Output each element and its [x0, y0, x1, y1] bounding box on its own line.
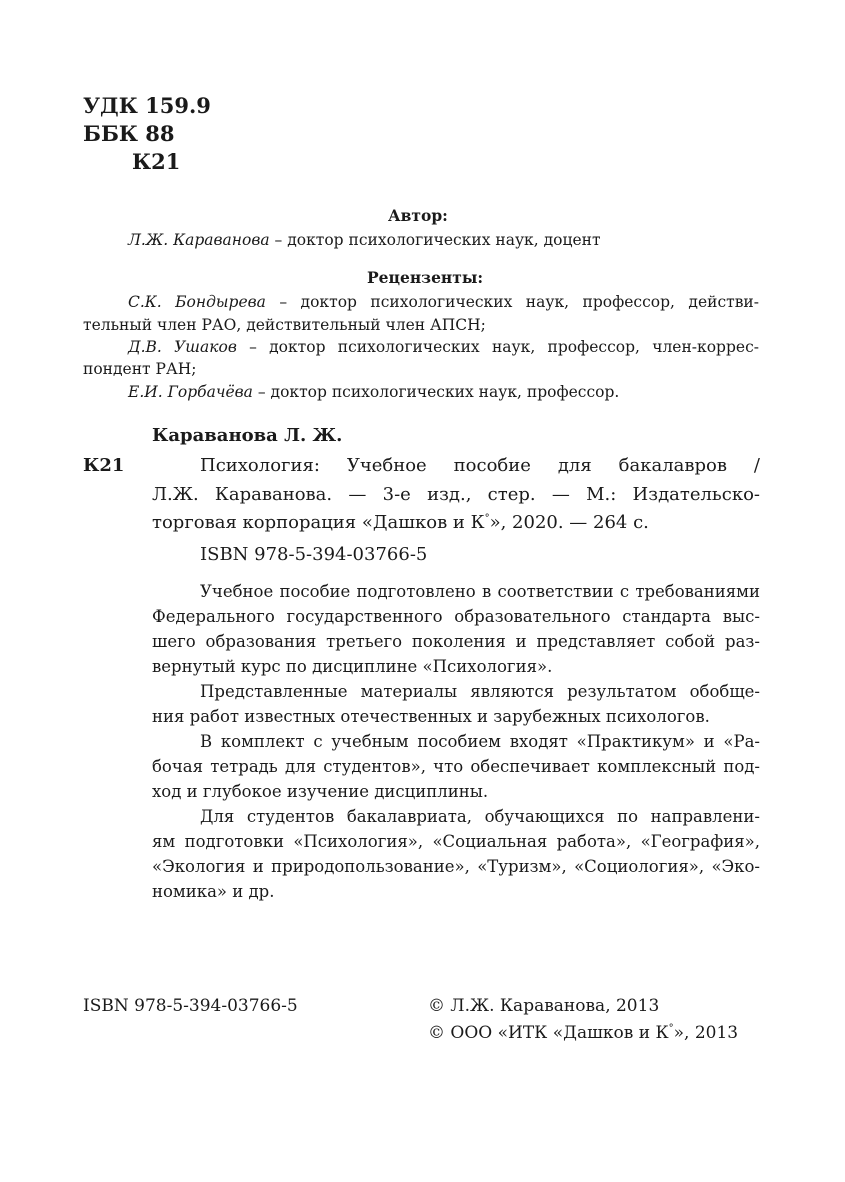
reviewer-2-line1 [128, 336, 759, 358]
annotation-line: номика» и др. [152, 882, 275, 901]
annotation-line: ход и глубокое изучение дисциплины. [152, 782, 489, 801]
reviewer-3-name: Е.И. Горбачёва [128, 383, 253, 401]
annotation-line: Учебное пособие подготовлено в соответствии с требованиями [200, 582, 760, 601]
annotation-line: «Экология и природопользование», «Туризм», «Социология», «Эко- [152, 857, 760, 876]
copyright-publisher-degree: ° [668, 1023, 674, 1034]
catalog-line2: Л.Ж. Караванова. — 3-е изд., стер. — М.: Издательско- [152, 484, 760, 505]
author-name: Л.Ж. Караванова [128, 231, 270, 249]
reviewer-2-name: Д.В. Ушаков [128, 338, 237, 356]
reviewer-3-text: – доктор психологических наук, профессор. [252, 383, 620, 401]
catalog-author-heading: Караванова Л. Ж. [152, 425, 343, 446]
catalog-isbn: ISBN 978-5-394-03766-5 [200, 544, 428, 565]
reviewer-2-line2: пондент РАН; [83, 360, 197, 378]
annotation-line: ям подготовки «Психология», «Социальная работа», «География», [152, 832, 760, 851]
catalog-line3-degree: ° [484, 513, 490, 524]
catalog-line3-text: торговая корпорация «Дашков и К [152, 512, 485, 533]
footer-isbn: ISBN 978-5-394-03766-5 [83, 996, 298, 1016]
udk-code: УДК 159.9 [83, 93, 211, 118]
catalog-mark: К21 [83, 455, 125, 476]
reviewers-heading: Рецензенты: [367, 268, 484, 287]
reviewer-3-line1 [128, 381, 619, 403]
reviewer-2-text: – доктор психологических наук, профессор, член-коррес- [236, 338, 759, 356]
reviewer-1-line1 [128, 291, 759, 313]
annotation-line: Для студентов бакалавриата, обучающихся по направлени- [200, 807, 760, 826]
copyright-publisher-text: © ООО «ИТК «Дашков и К [428, 1023, 669, 1043]
author-mark: К21 [132, 149, 181, 174]
catalog-line3-end: », 2020. — 264 с. [489, 512, 649, 533]
annotation-line: Представленные материалы являются результатом обобще- [200, 682, 760, 701]
copyright-publisher-year: », 2013 [673, 1023, 739, 1043]
reviewer-1-line2: тельный член РАО, действительный член АПСН; [83, 316, 486, 334]
author-heading: Автор: [388, 206, 448, 225]
author-line [128, 229, 601, 251]
author-description: – доктор психологических наук, доцент [269, 231, 601, 249]
copyright-author: © Л.Ж. Караванова, 2013 [428, 996, 660, 1016]
annotation-line: В комплект с учебным пособием входят «Практикум» и «Ра- [200, 732, 760, 751]
reviewer-1-name: С.К. Бондырева [128, 293, 266, 311]
annotation-line: шего образования третьего поколения и представляет собой раз- [152, 632, 760, 651]
reviewer-1-text: – доктор психологических наук, профессор, действи- [265, 293, 760, 311]
annotation-line: вернутый курс по дисциплине «Психология». [152, 657, 553, 676]
annotation-line: ния работ известных отечественных и зарубежных психологов. [152, 707, 710, 726]
catalog-line1: Психология: Учебное пособие для бакалавров / [200, 455, 760, 476]
copyright-publisher [428, 1023, 738, 1043]
annotation-line: бочая тетрадь для студентов», что обеспечивает комплексный под- [152, 757, 760, 776]
annotation-line: Федерального государственного образовательного стандарта выс- [152, 607, 760, 626]
bbk-code: ББК 88 [83, 121, 175, 146]
catalog-line3 [152, 512, 649, 533]
